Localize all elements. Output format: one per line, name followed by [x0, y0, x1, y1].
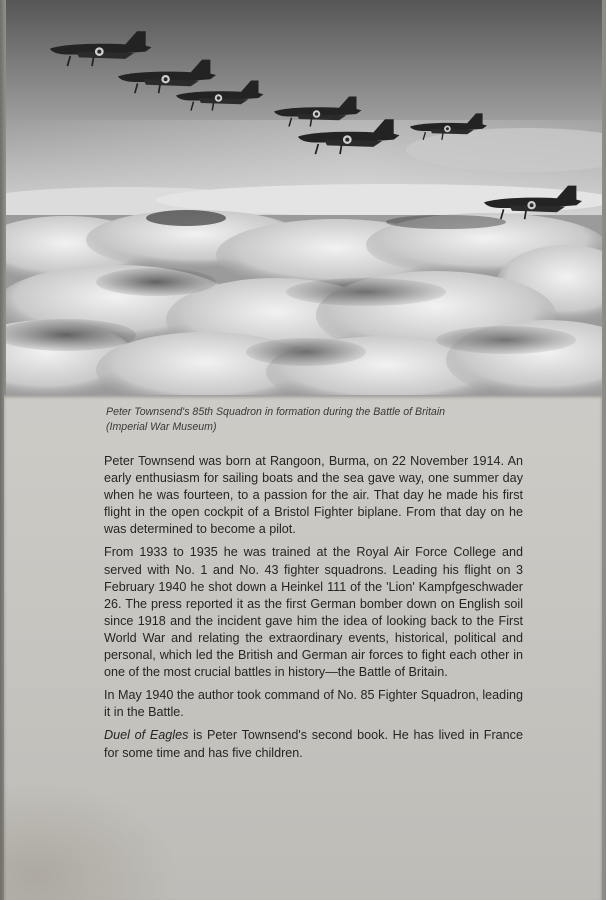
bio-paragraph-2: From 1933 to 1935 he was trained at the Royal Air Force College and served with No. 1 and No. 43 fighter squadrons. Leading his flight on 3 February 1940 he shot down a Heinkel 111 of the 'Lion' Kampfgeschwader 26. The press reported it as the first German bomber down on English soil since 1918 and the incident gave him the idea of looking back to the First World War and relating the extraordinary events, historical, political and personal, which led the British and German air forces to fight each other in one of the most crucial battles in history—the Battle of Britain.: [104, 545, 523, 680]
caption-line: Peter Townsend's 85th Squadron in formation during the Battle of Britain: [106, 406, 446, 418]
book-title: Duel of Eagles: [104, 728, 189, 743]
bio-paragraph-3: In May 1940 the author took command of No. 85 Fighter Squadron, leading it in the Battle.: [104, 688, 523, 720]
caption-credit: (Imperial War Museum): [106, 421, 217, 433]
paper-stain: [0, 780, 180, 900]
bio-paragraph-4: [104, 727, 523, 761]
bio-paragraph-1: Peter Townsend was born at Rangoon, Burma, on 22 November 1914. An early enthusiasm for sailing boats and the sea gave way, one summer day when he was fourteen, to a passion for the air. That day he made his first flight in the open cockpit of a Bristol Fighter biplane. From that day on he was determined to become a pilot.: [104, 454, 523, 537]
bio-paragraph-4-text: is Peter Townsend's second book. He has lived in France for some time and has five children.: [104, 728, 523, 760]
author-biography: [104, 453, 523, 768]
photo-caption: [106, 405, 566, 435]
squadron-formation-photo: [6, 0, 602, 395]
